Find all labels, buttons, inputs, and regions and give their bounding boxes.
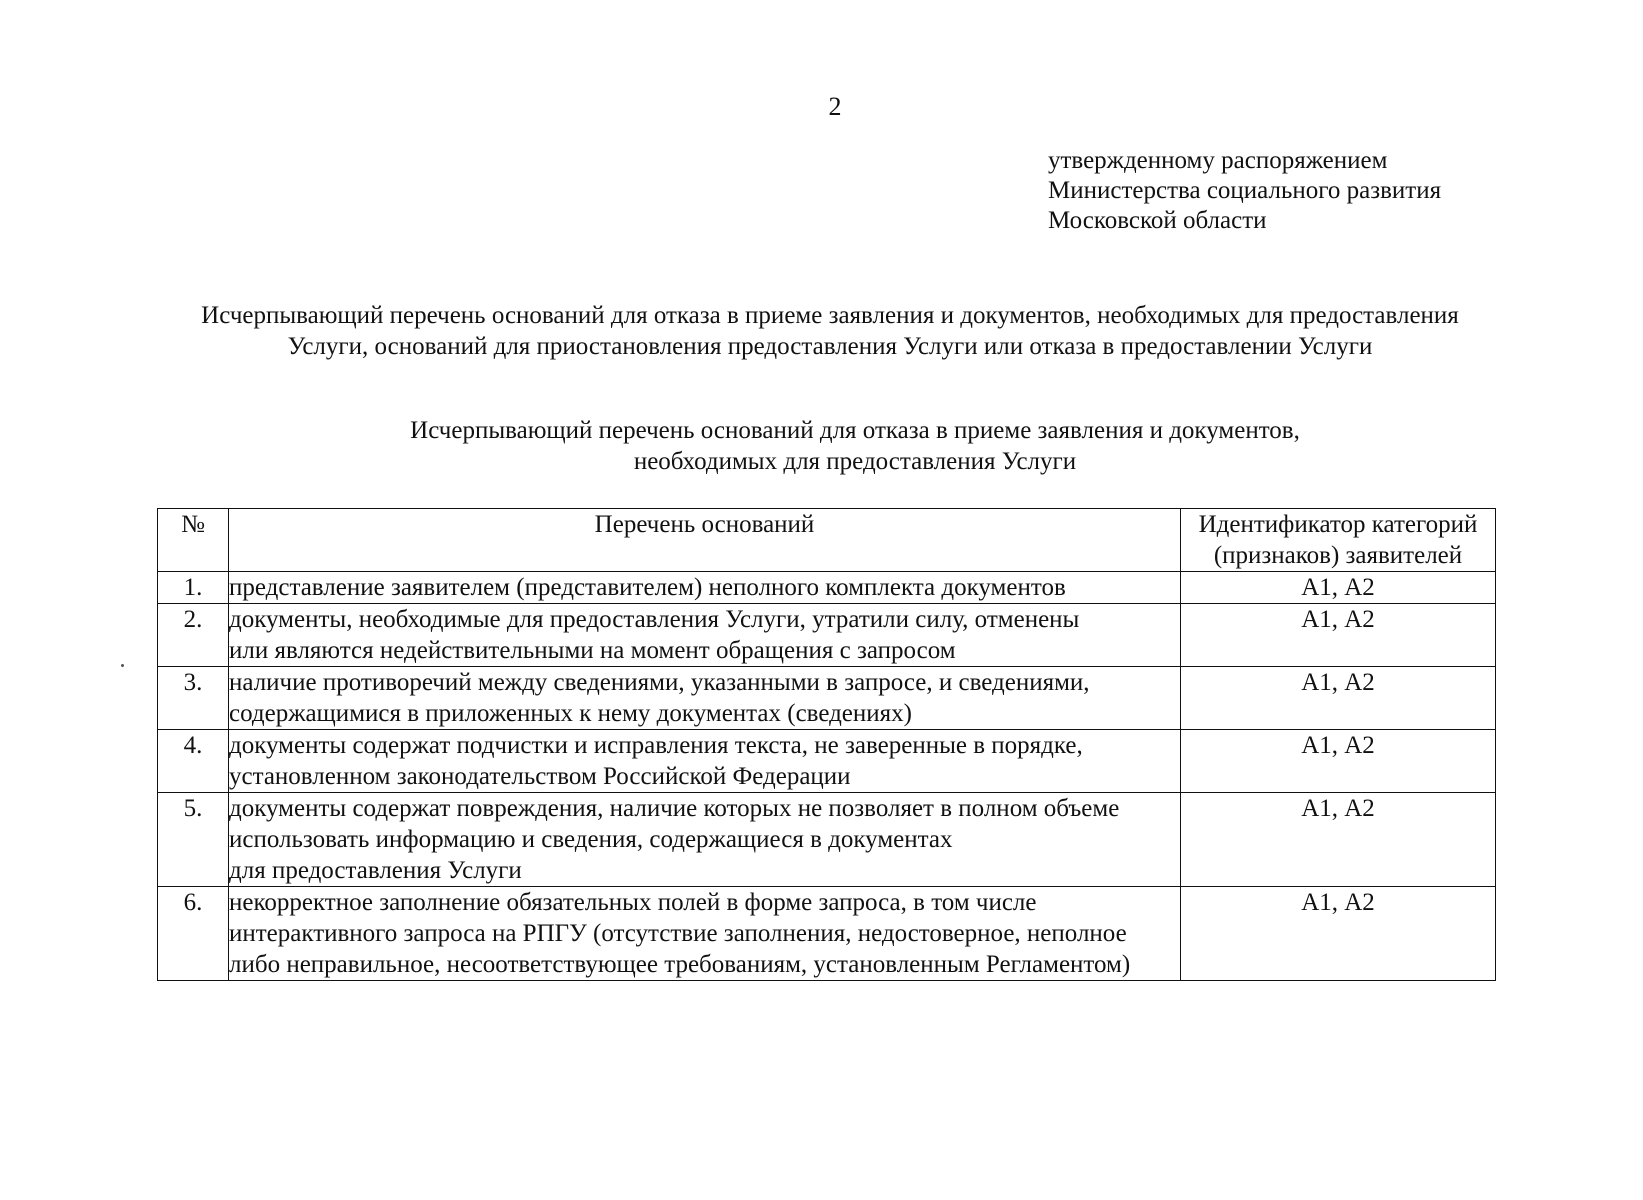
section-title bbox=[290, 415, 1420, 477]
row-grounds bbox=[229, 667, 1181, 730]
row-identifier: А1, А2 bbox=[1181, 572, 1496, 604]
row-grounds-line: или являются недействительными на момент обращения с запросом bbox=[229, 637, 956, 664]
row-identifier: А1, А2 bbox=[1181, 667, 1496, 730]
table-row bbox=[158, 667, 1496, 730]
page-number: 2 bbox=[828, 92, 842, 121]
table-row bbox=[158, 887, 1496, 981]
approval-line: Московской области bbox=[1048, 207, 1267, 234]
row-grounds-line: некорректное заполнение обязательных полей в форме запроса, в том числе bbox=[229, 889, 1037, 916]
row-identifier: А1, А2 bbox=[1181, 730, 1496, 793]
row-identifier: А1, А2 bbox=[1181, 887, 1496, 981]
approval-block bbox=[1048, 146, 1441, 236]
approval-line: утвержденному распоряжением bbox=[1048, 147, 1388, 174]
row-grounds-line: для предоставления Услуги bbox=[229, 857, 522, 884]
row-grounds bbox=[229, 604, 1181, 667]
row-grounds bbox=[229, 887, 1181, 981]
row-number: 6. bbox=[158, 887, 229, 981]
table-row bbox=[158, 572, 1496, 604]
row-number: 5. bbox=[158, 793, 229, 887]
table-header-row bbox=[158, 509, 1496, 572]
section-title-line: необходимых для предоставления Услуги bbox=[633, 448, 1077, 475]
row-grounds-line: документы содержат подчистки и исправления текста, не заверенные в порядке, bbox=[229, 732, 1083, 759]
row-number: 2. bbox=[158, 604, 229, 667]
section-title-line: Исчерпывающий перечень оснований для отказа в приеме заявления и документов, bbox=[410, 417, 1300, 444]
row-number: 3. bbox=[158, 667, 229, 730]
table-row bbox=[158, 730, 1496, 793]
approval-line: Министерства социального развития bbox=[1048, 177, 1442, 204]
row-identifier: А1, А2 bbox=[1181, 604, 1496, 667]
row-number: 1. bbox=[158, 572, 229, 604]
table-row bbox=[158, 604, 1496, 667]
header-identifier-line: (признаков) заявителей bbox=[1213, 542, 1463, 569]
row-grounds-line: представление заявителем (представителем) неполного комплекта документов bbox=[229, 574, 1066, 601]
grounds-table bbox=[157, 508, 1496, 981]
scan-artifact-dot bbox=[121, 664, 124, 667]
row-grounds bbox=[229, 572, 1181, 604]
row-grounds-line: либо неправильное, несоответствующее требованиям, установленным Регламентом) bbox=[229, 951, 1131, 978]
row-grounds-line: содержащимися в приложенных к нему документах (сведениях) bbox=[229, 700, 912, 727]
row-grounds-line: использовать информацию и сведения, содержащиеся в документах bbox=[229, 826, 953, 853]
row-grounds-line: наличие противоречий между сведениями, указанными в запросе, и сведениями, bbox=[229, 669, 1090, 696]
main-title bbox=[120, 300, 1540, 362]
main-title-line: Услуги, оснований для приостановления предоставления Услуги или отказа в предоставлении Услуги bbox=[287, 333, 1373, 360]
main-title-line: Исчерпывающий перечень оснований для отказа в приеме заявления и документов, необходимых для предоставления bbox=[201, 302, 1459, 329]
table-row bbox=[158, 793, 1496, 887]
row-grounds-line: документы содержат повреждения, наличие которых не позволяет в полном объеме bbox=[229, 795, 1120, 822]
header-grounds: Перечень оснований bbox=[229, 509, 1181, 572]
row-number: 4. bbox=[158, 730, 229, 793]
header-number: № bbox=[158, 509, 229, 572]
row-grounds-line: документы, необходимые для предоставления Услуги, утратили силу, отменены bbox=[229, 606, 1080, 633]
row-grounds-line: установленном законодательством Российской Федерации bbox=[229, 763, 851, 790]
row-grounds bbox=[229, 730, 1181, 793]
header-identifier-line: Идентификатор категорий bbox=[1198, 511, 1478, 538]
row-identifier: А1, А2 bbox=[1181, 793, 1496, 887]
header-identifier bbox=[1181, 509, 1496, 572]
row-grounds-line: интерактивного запроса на РПГУ (отсутствие заполнения, недостоверное, неполное bbox=[229, 920, 1127, 947]
row-grounds bbox=[229, 793, 1181, 887]
grounds-table-container bbox=[157, 508, 1495, 981]
